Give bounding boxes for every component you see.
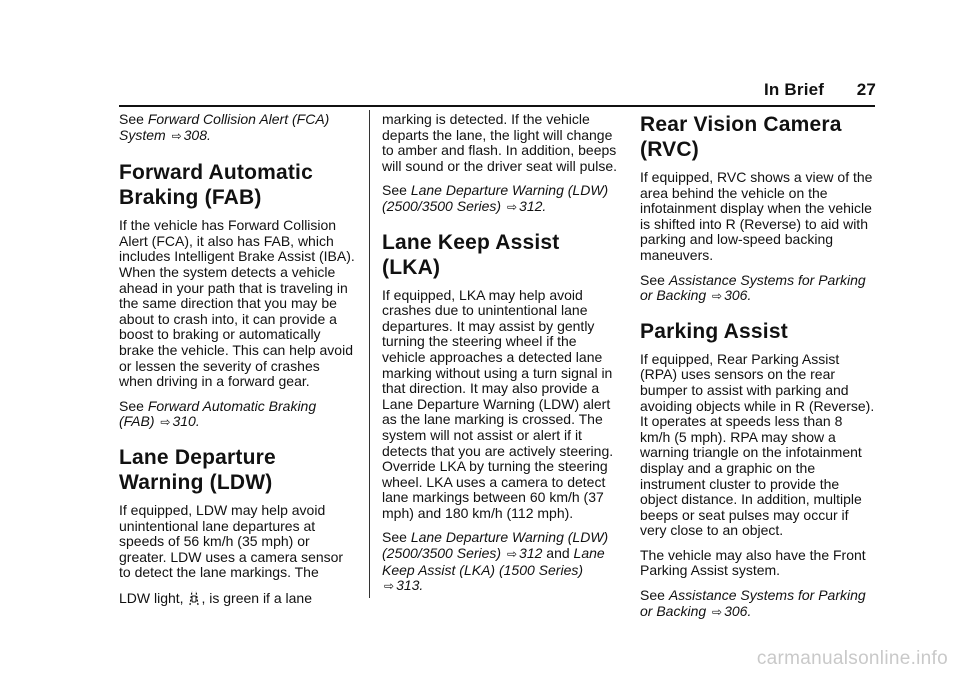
ldw-paragraph: If equipped, LDW may help avoid unintentional lane departures at speeds of 56 km/h (35 mph) or greater. LDW uses a camera sensor to detect the lane markings. The <box>119 501 344 581</box>
parking-assist-paragraph: If equipped, Rear Parking Assist (RPA) uses sensors on the rear bumper to assist with parking and avoiding objects while in R (Reverse). It operates at speeds less than 8 km/h (5 mph). RPA may show a warning triangle on the infotainment display and a graphic on the instrument cluster to provide the object distance. In addition, multiple beeps or seat pulses may occur if very close to an object. <box>640 350 875 539</box>
header-rule <box>119 105 875 107</box>
page-reference-arrow-icon: ⇨ <box>171 128 182 143</box>
parking-page[interactable]: 306. <box>724 287 752 304</box>
fab-heading: Forward Automatic Braking (FAB) <box>119 161 313 210</box>
ldw-link[interactable]: Lane Departure Warning (LDW) (2500/3500 Series) <box>382 182 609 214</box>
ldw-link-2[interactable]: Lane Departure Warning (LDW) (2500/3500 Series) <box>382 529 609 562</box>
ldw-page-2[interactable]: 312 <box>519 545 543 562</box>
front-parking-paragraph: The vehicle may also have the Front Parking Assist system. <box>640 546 866 579</box>
column-divider <box>369 110 370 598</box>
running-header <box>764 80 876 100</box>
page-reference-arrow-icon: ⇨ <box>712 604 723 619</box>
ldw-continued: marking is detected. If the vehicle departs the lane, the light will change to amber and flash. In addition, beeps will sound or the driver seat will pulse. <box>382 111 617 174</box>
page-number: 27 <box>856 80 876 99</box>
see-ldw-reference: See Lane Departure Warning (LDW) (2500/3500 Series) ⇨ 312. <box>382 182 609 214</box>
lka-heading: Lane Keep Assist (LKA) <box>382 230 560 279</box>
page-reference-arrow-icon: ⇨ <box>384 579 395 594</box>
rvc-paragraph: If equipped, RVC shows a view of the area behind the vehicle on the infotainment display when the vehicle is shifted into R (Reverse) to aid with parking and low-speed backing maneuvers. <box>640 169 873 263</box>
page-reference-arrow-icon: ⇨ <box>160 415 171 430</box>
page-reference-arrow-icon: ⇨ <box>506 547 518 562</box>
parking-page-2[interactable]: 306. <box>724 602 752 619</box>
fca-page[interactable]: 308. <box>183 126 211 143</box>
fca-link[interactable]: Forward Collision Alert (FCA) System <box>119 111 330 143</box>
ldw-heading: Lane Departure Warning (LDW) <box>119 445 276 494</box>
see-rvc-reference: See Assistance Systems for Parking or Backing ⇨ 306. <box>640 271 866 304</box>
see-fca-reference: See Forward Collision Alert (FCA) System ⇨ 308. <box>119 111 330 143</box>
see-fab-reference: See Forward Automatic Braking (FAB) ⇨ 310. <box>119 397 317 430</box>
parking-assist-heading: Parking Assist <box>640 319 788 343</box>
lka-page[interactable]: 313. <box>396 577 424 594</box>
lka-paragraph: If equipped, LKA may help avoid crashes due to unintentional lane departures. It may assist by gently turning the steering wheel if the vehicle approaches a detected lane marking without using a turn signal in that direction. It may also provide a Lane Departure Warning (LDW) alert as the lane marking is crossed. The system will not assist or alert if it detects that you are actively steering. Override LKA by turning the steering wheel. LKA uses a camera to detect lane markings between 60 km/h (37 mph) and 180 km/h (112 mph). <box>382 286 614 521</box>
page-reference-arrow-icon: ⇨ <box>712 289 723 304</box>
ldw-light-line: LDW light, , is green if a lane <box>119 589 312 606</box>
parking-link-2[interactable]: Assistance Systems for Parking or Backing <box>640 587 866 619</box>
lane-departure-light-icon <box>187 590 201 606</box>
fab-link[interactable]: Forward Automatic Braking (FAB) <box>119 397 317 430</box>
ldw-page[interactable]: 312. <box>519 197 547 214</box>
column-right <box>640 112 876 629</box>
page-reference-arrow-icon: ⇨ <box>506 199 518 214</box>
see-parking-reference: See Assistance Systems for Parking or Backing ⇨ 306. <box>640 587 866 619</box>
section-title: In Brief <box>764 80 825 99</box>
column-middle <box>382 112 620 604</box>
see-lka-reference: See Lane Departure Warning (LDW) (2500/3500 Series) ⇨ 312 and Lane Keep Assist (LKA) (1500 Series) ⇨ 313. <box>382 529 609 594</box>
column-left <box>119 112 355 615</box>
rvc-heading: Rear Vision Camera (RVC) <box>640 113 842 161</box>
watermark: carmanualsonline.info <box>756 648 948 669</box>
fab-paragraph: If the vehicle has Forward Collision Alert (FCA), it also has FAB, which includes Intelligent Brake Assist (IBA). When the system detects a vehicle ahead in your path that is traveling in the same direction that you may be about to crash into, it can provide a boost to braking or automatically brake the vehicle. This can help avoid or lessen the severity of crashes when driving in a forward gear. <box>119 217 355 390</box>
lka-link[interactable]: Lane Keep Assist (LKA) (1500 Series) <box>382 545 605 578</box>
fab-page[interactable]: 310. <box>172 413 200 430</box>
parking-link[interactable]: Assistance Systems for Parking or Backing <box>640 271 866 304</box>
